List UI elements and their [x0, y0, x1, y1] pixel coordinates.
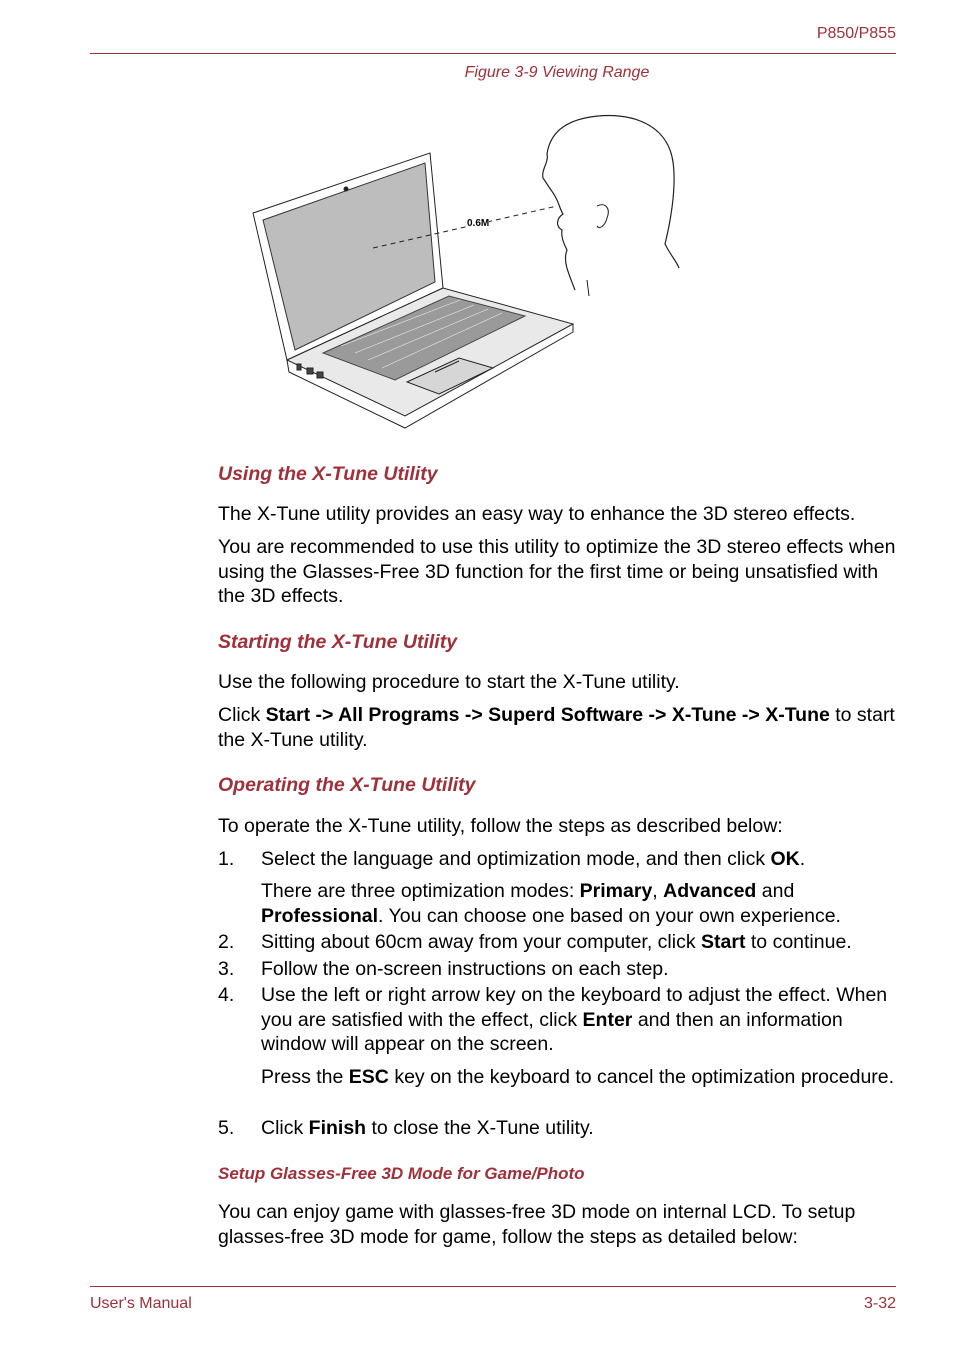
figure-caption: Figure 3-9 Viewing Range [464, 64, 650, 81]
step-2 [261, 930, 901, 955]
text: , [652, 880, 664, 902]
paragraph: The X-Tune utility provides an easy way to enhance the 3D stereo effects. [218, 503, 856, 525]
text: Click [261, 1117, 309, 1139]
page-number: 3-32 [863, 1295, 896, 1312]
paragraph: To operate the X-Tune utility, follow the steps as described below: [218, 815, 783, 837]
text: Sitting about 60cm away from your computer, click [261, 931, 702, 953]
text: to start the X-Tune utility. [218, 704, 895, 751]
step-number: 3. [218, 958, 235, 980]
viewing-range-illustration [245, 110, 685, 430]
text: to close the X-Tune utility. [366, 1117, 594, 1139]
model-number: P850/P855 [816, 25, 896, 42]
text: Select the language and optimization mode, and then click [261, 848, 771, 870]
header-rule [90, 53, 896, 54]
step-number: 1. [218, 848, 235, 870]
text: and then an information window will appear on the screen. [261, 1008, 843, 1055]
step-5 [261, 1116, 901, 1141]
bold-term: Primary [579, 880, 653, 902]
distance-label: 0.6M [467, 218, 490, 229]
head-outline [543, 115, 679, 290]
footer-rule [90, 1286, 896, 1287]
text: to continue. [745, 931, 852, 953]
heading-operating-xtune: Operating the X-Tune Utility [218, 774, 476, 796]
step-4 [261, 983, 901, 1057]
step-4-note [261, 1065, 901, 1090]
paragraph: Use the following procedure to start the X-Tune utility. [218, 671, 680, 693]
text: Use the left or right arrow key on the keyboard to adjust the effect. When you are satisfied with the effect, click [261, 984, 888, 1031]
step-number: 2. [218, 931, 235, 953]
step-1 [261, 847, 901, 872]
bold-term: Professional [261, 904, 379, 927]
bold-term: OK [770, 848, 800, 870]
paragraph: You can enjoy game with glasses-free 3D mode on internal LCD. To setup glasses-free 3D mode for game, follow the steps as detailed below: [218, 1201, 856, 1248]
footer-manual-title: User's Manual [90, 1295, 192, 1312]
step-number: 4. [218, 984, 235, 1006]
bold-term: Enter [582, 1008, 633, 1031]
text: . You can choose one based on your own experience. [378, 904, 841, 927]
bold-term: Advanced [663, 880, 757, 902]
step-3 [261, 957, 901, 982]
heading-starting-xtune: Starting the X-Tune Utility [218, 631, 458, 653]
text: There are three optimization modes: [261, 880, 580, 902]
bold-term: Finish [308, 1117, 367, 1139]
bold-term: ESC [348, 1066, 389, 1088]
text: and [756, 880, 795, 902]
text: Follow the on-screen instructions on each step. [261, 958, 669, 980]
menu-path: Start -> All Programs -> Superd Software -> X-Tune -> X-Tune [265, 704, 830, 726]
text: Click [218, 704, 266, 726]
start-instructions [218, 703, 898, 752]
heading-using-xtune: Using the X-Tune Utility [218, 463, 438, 485]
bold-term: Start [701, 931, 746, 953]
heading-setup-glasses-free: Setup Glasses-Free 3D Mode for Game/Photo [218, 1164, 585, 1183]
step-1-note [261, 879, 901, 928]
paragraph: You are recommended to use this utility to optimize the 3D stereo effects when using the Glasses-Free 3D function for the first time or being unsatisfied with the 3D effects. [218, 536, 896, 607]
step-number: 5. [218, 1117, 235, 1139]
text: . [799, 848, 806, 870]
text: Press the [261, 1066, 349, 1088]
text: key on the keyboard to cancel the optimization procedure. [388, 1066, 895, 1088]
